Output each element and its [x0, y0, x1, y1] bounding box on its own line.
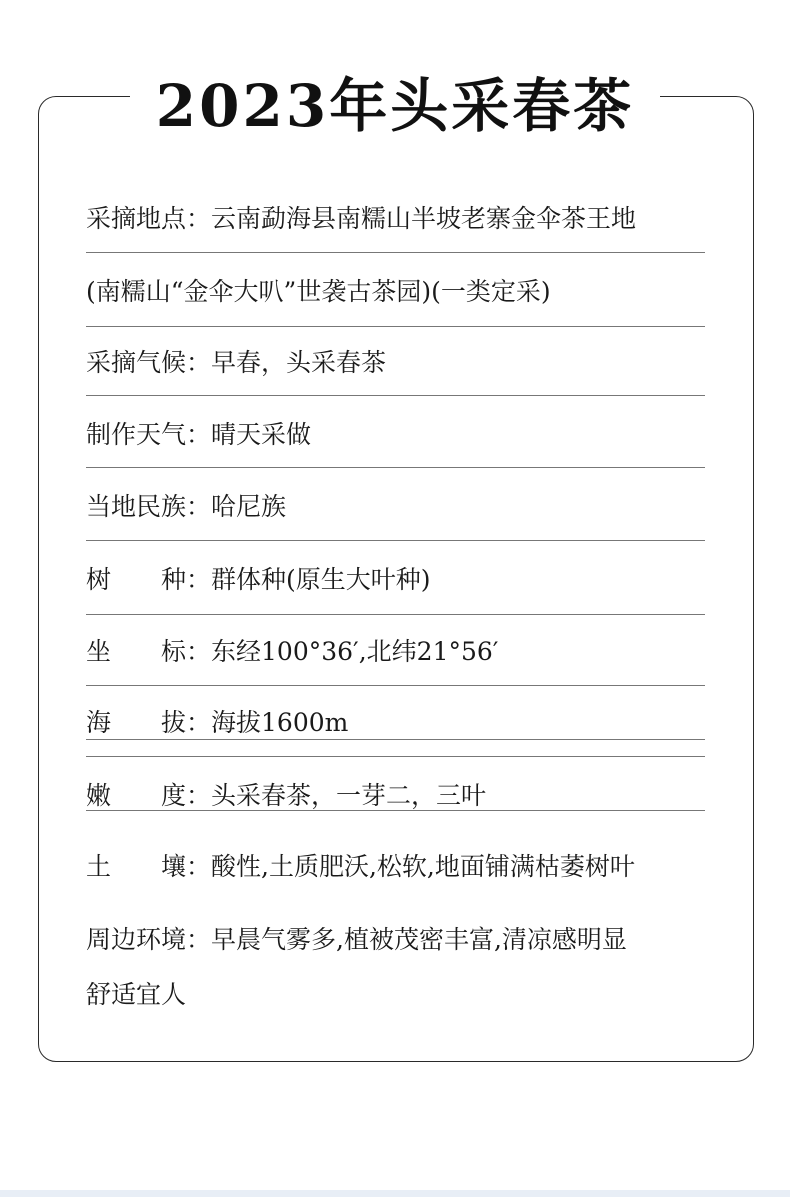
row-value: 头采春茶，一芽二，三叶: [211, 781, 487, 810]
row-value: 酸性,土质肥沃,松软,地面铺满枯萎树叶: [211, 852, 635, 881]
row-coordinates: [86, 637, 705, 667]
divider: [86, 326, 705, 327]
row-value: 哈尼族: [211, 492, 287, 521]
row-value: 早晨气雾多,植被茂密丰富,清凉感明显: [211, 925, 627, 954]
divider: [86, 395, 705, 396]
divider: [86, 252, 705, 253]
row-label: 土 壤：: [86, 852, 212, 881]
row-label: 采摘地点：: [86, 204, 212, 233]
row-value: 晴天采做: [211, 420, 312, 449]
row-making-weather: [86, 420, 705, 450]
row-label: 周边环境：: [86, 925, 212, 954]
row-label: 制作天气：: [86, 420, 212, 449]
row-label: 采摘气候：: [86, 348, 212, 377]
row-pick-climate: [86, 348, 705, 378]
row-value: (南糯山“金伞大叭”世袭古茶园)(一类定采): [86, 277, 551, 306]
row-value: 群体种(原生大叶种): [211, 565, 431, 594]
row-tree-species: [86, 565, 705, 595]
row-value: 早春，头采春茶: [211, 348, 387, 377]
page-title: 2023年头采春茶: [155, 72, 635, 140]
row-pick-location-cont: [86, 277, 705, 307]
row-value: 云南勐海县南糯山半坡老寨金伞茶王地: [211, 204, 637, 233]
row-local-ethnicity: [86, 492, 705, 522]
title-banner: [130, 62, 660, 140]
divider: [86, 540, 705, 541]
divider: [86, 810, 705, 811]
row-value: 舒适宜人: [86, 980, 187, 1009]
row-label: 嫩 度：: [86, 781, 212, 810]
row-label: 海 拔：: [86, 708, 212, 737]
row-soil: [86, 852, 705, 882]
row-surroundings: [86, 925, 705, 955]
row-value: 海拔1600m: [211, 708, 349, 737]
divider: [86, 739, 705, 740]
row-label: 当地民族：: [86, 492, 212, 521]
divider: [86, 467, 705, 468]
bottom-strip: [0, 1190, 790, 1197]
row-label: 坐 标：: [86, 637, 212, 666]
row-surroundings-cont: [86, 980, 705, 1010]
row-value: 东经100°36′,北纬21°56′: [211, 637, 499, 666]
row-label: 树 种：: [86, 565, 212, 594]
row-pick-location: [86, 204, 705, 234]
row-tenderness: [86, 781, 705, 811]
divider: [86, 685, 705, 686]
row-altitude: [86, 708, 705, 738]
divider: [86, 614, 705, 615]
divider: [86, 756, 705, 757]
